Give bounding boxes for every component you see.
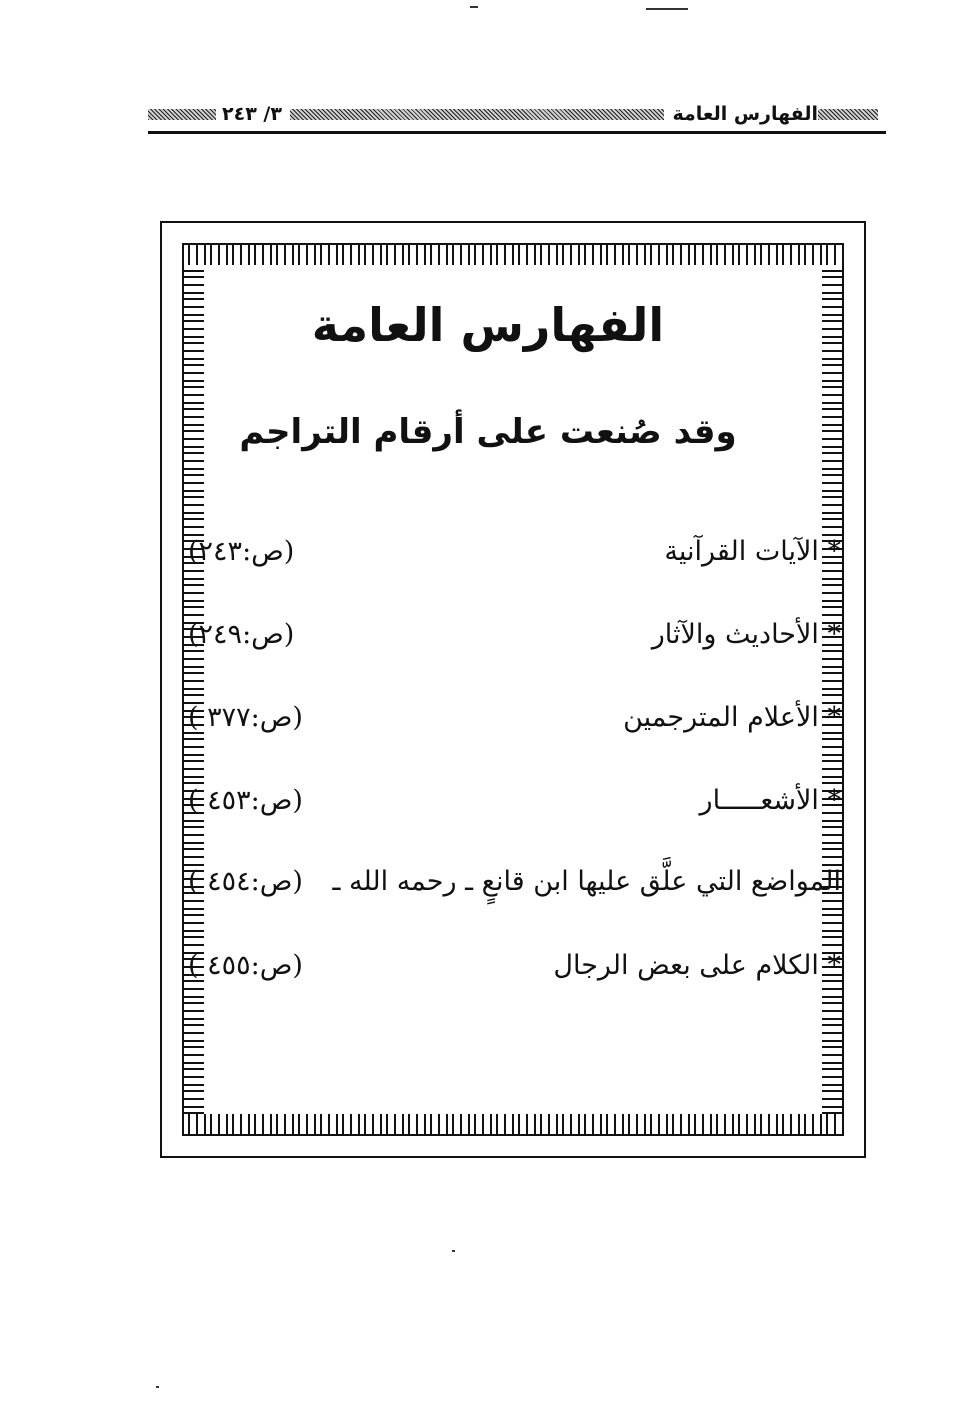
- page-title: الفهارس العامة: [311, 298, 665, 352]
- index-entry: [188, 619, 841, 663]
- index-entry: [188, 785, 841, 829]
- index-entry: [188, 536, 841, 580]
- index-entry: [188, 702, 841, 746]
- page-header: [148, 96, 886, 132]
- page-subtitle: وقد صُنعت على أرقام التراجم: [239, 412, 737, 452]
- entry-label: * الأعلام المترجمين: [623, 702, 841, 733]
- scan-speck: [470, 6, 478, 8]
- header-hatch-left: [148, 109, 216, 120]
- entry-page: (ص:٣٧٧ ): [188, 702, 303, 733]
- entry-label: * الأحاديث والآثار: [651, 619, 841, 650]
- index-entry: [188, 866, 841, 910]
- entry-page: (ص:٢٤٣): [188, 536, 295, 567]
- entry-label: * الآيات القرآنية: [664, 536, 841, 567]
- entry-label: * الكلام على بعض الرجال: [553, 950, 841, 981]
- frame-inner-line: [182, 243, 844, 1136]
- header-hatch-middle: [290, 109, 664, 120]
- entry-page: (ص:٤٥٤ ): [188, 866, 303, 897]
- running-title: الفهارس العامة: [672, 103, 818, 125]
- decorative-frame: [160, 221, 866, 1158]
- scan-speck: [156, 1386, 159, 1388]
- entry-page: (ص:٤٥٥ ): [188, 950, 303, 981]
- header-hatch-right: [818, 109, 878, 120]
- entry-label: * الأشعـــــار: [699, 785, 841, 816]
- header-rule: [148, 131, 886, 134]
- entry-page: (ص:٤٥٣ ): [188, 785, 303, 816]
- page-reference: ٣/ ٢٤٣: [222, 103, 282, 125]
- entry-page: (ص:٢٤٩): [188, 619, 295, 650]
- scan-speck: [452, 1250, 455, 1252]
- entry-label: المواضع التي علَّق عليها ابن قانعٍ ـ رحمه الله ـ: [332, 866, 841, 897]
- scan-speck: [646, 8, 688, 10]
- index-entry: [188, 950, 841, 994]
